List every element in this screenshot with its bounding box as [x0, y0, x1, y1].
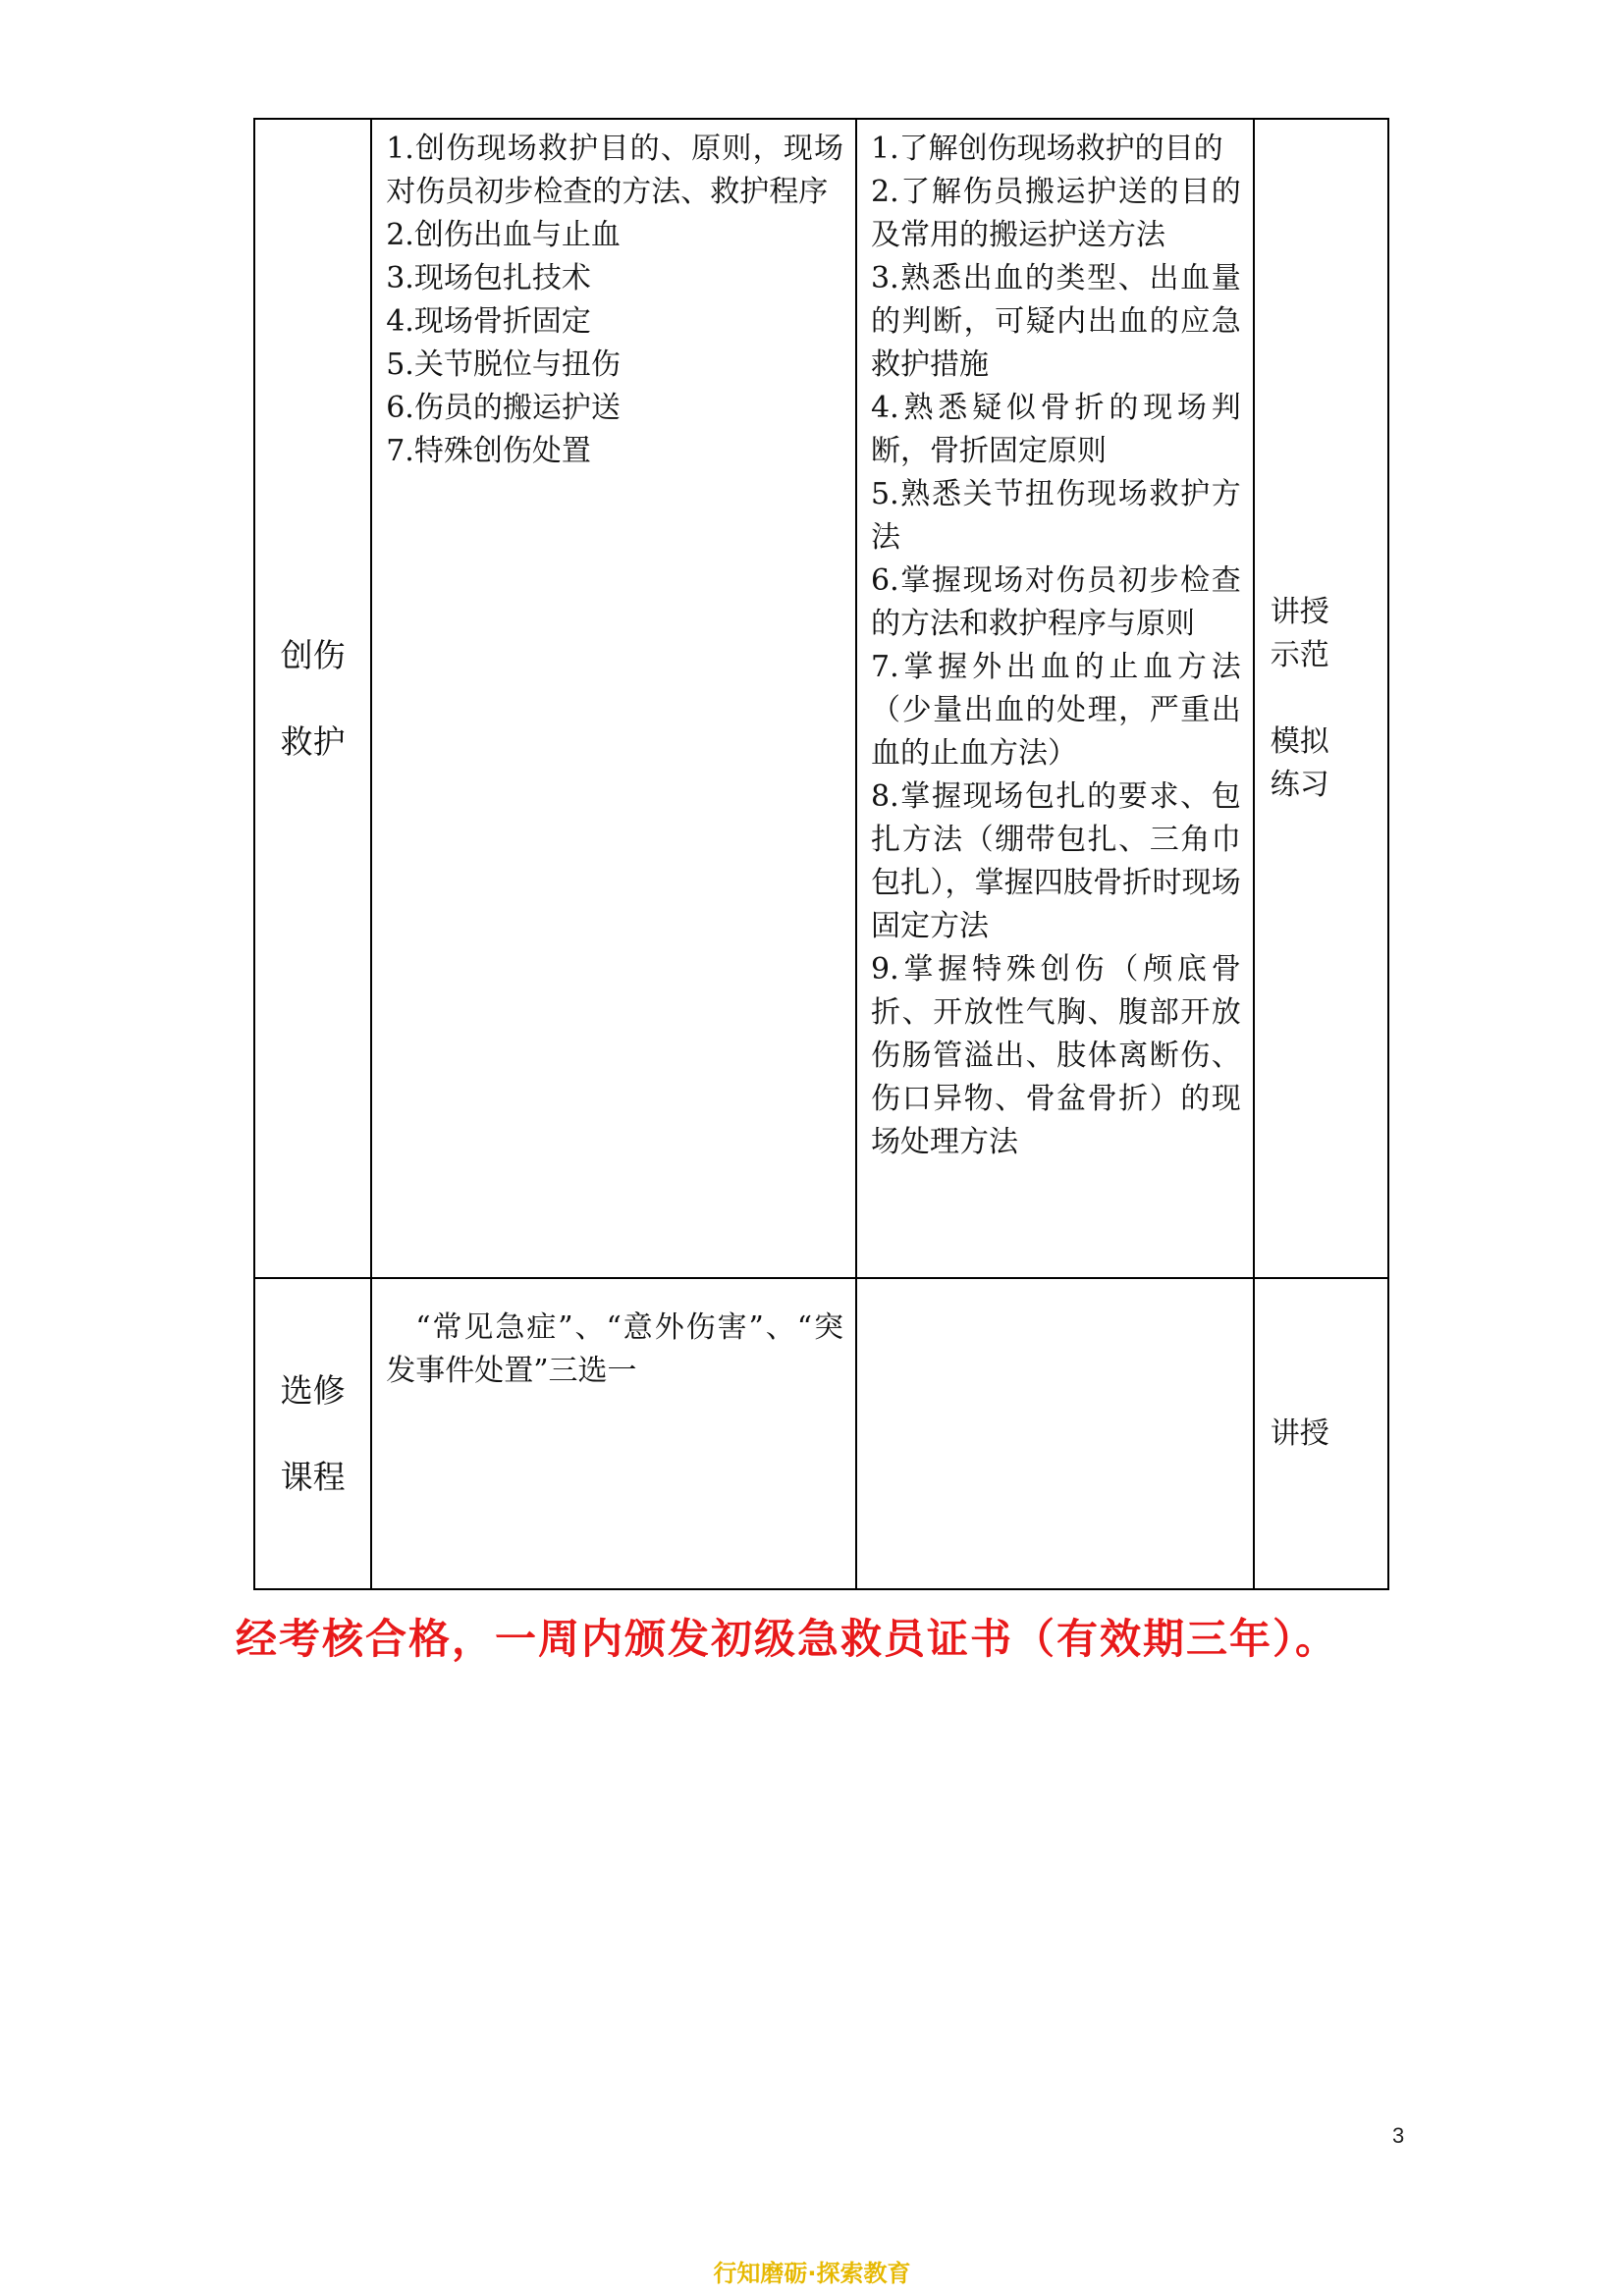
method-line: 练习 [1270, 767, 1329, 802]
requirement-list [857, 120, 1253, 1164]
content-item: 5.关节脱位与扭伤 [386, 347, 621, 382]
page-number: 3 [1392, 2123, 1405, 2148]
elective-options-text: “常见急症”、“意外伤害”、“突发事件处置”三选一 [386, 1310, 844, 1388]
requirement-item: 5.熟悉关节扭伤现场救护方法 [871, 477, 1241, 555]
method-line: 讲授 [1270, 594, 1329, 629]
requirement-item: 9.掌握特殊创伤（颅底骨折、开放性气胸、腹部开放伤肠管溢出、肢体离断伤、伤口异物、骨盆骨折）的现场处理方法 [871, 952, 1241, 1159]
requirement-item: 2.了解伤员搬运护送的目的及常用的搬运护送方法 [871, 175, 1241, 252]
requirement-item: 3.熟悉出血的类型、出血量的判断，可疑内出血的应急救护措施 [871, 261, 1241, 382]
course-table [253, 118, 1389, 1590]
topic-line: 课程 [280, 1457, 346, 1496]
content-cell [371, 1278, 856, 1589]
method-block [1271, 721, 1387, 807]
table-row-trauma-rescue [254, 119, 1388, 1278]
topic-line: 创伤 [280, 635, 346, 674]
requirement-item: 1.了解创伤现场救护的目的 [871, 132, 1223, 166]
requirement-item: 8.掌握现场包扎的要求、包扎方法（绷带包扎、三角巾包扎），掌握四肢骨折时现场固定方法 [871, 779, 1241, 943]
footer-brand: 行知磨砺·探索教育 [713, 2260, 911, 2287]
requirement-item: 6.掌握现场对伤员初步检查的方法和救护程序与原则 [871, 563, 1241, 641]
method-block [1271, 1413, 1387, 1456]
method-cell [1254, 119, 1388, 1278]
content-list [372, 120, 855, 473]
method-cell [1254, 1278, 1388, 1589]
content-item: 4.现场骨折固定 [386, 304, 591, 339]
content-item: 6.伤员的搬运护送 [386, 391, 621, 425]
content-item: 1.创伤现场救护目的、原则，现场对伤员初步检查的方法、救护程序 [386, 132, 844, 209]
table-row-elective [254, 1278, 1388, 1589]
requirement-cell [856, 119, 1254, 1278]
topic-line: 救护 [280, 721, 346, 761]
content-cell [371, 119, 856, 1278]
requirement-item: 7.掌握外出血的止血方法（少量出血的处理，严重出血的止血方法） [871, 650, 1241, 771]
method-line: 讲授 [1270, 1415, 1329, 1451]
method-line: 模拟 [1270, 723, 1329, 759]
certificate-note: 经考核合格，一周内颁发初级急救员证书（有效期三年）。 [236, 1615, 1339, 1663]
topic-cell [254, 119, 371, 1278]
content-item: 7.特殊创伤处置 [386, 434, 591, 468]
method-line: 示范 [1270, 637, 1329, 672]
requirement-item: 4.熟悉疑似骨折的现场判断，骨折固定原则 [871, 391, 1241, 468]
content-item: 2.创伤出血与止血 [386, 218, 621, 252]
requirement-cell-empty [856, 1278, 1254, 1589]
method-block [1271, 591, 1387, 677]
topic-cell [254, 1278, 371, 1589]
topic-line: 选修 [280, 1370, 346, 1410]
content-item: 3.现场包扎技术 [386, 261, 591, 295]
